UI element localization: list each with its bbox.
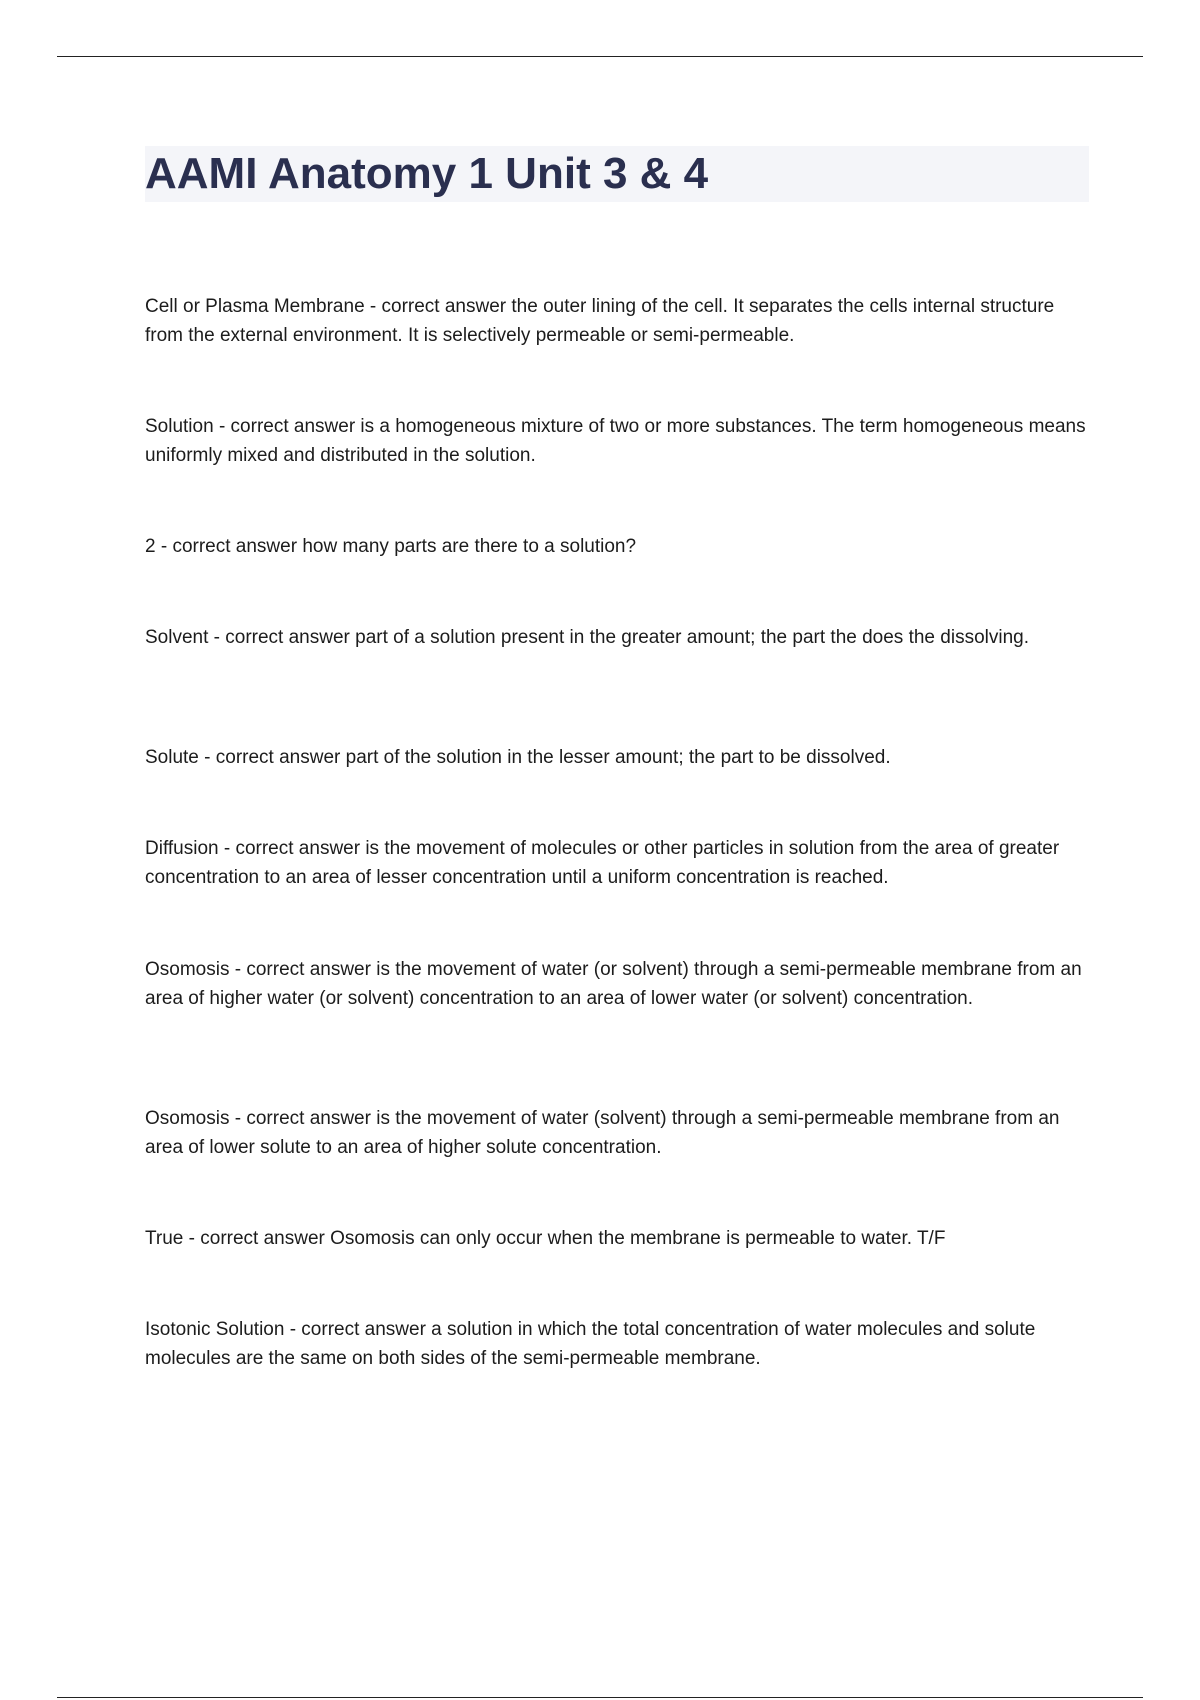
footer-divider <box>57 1697 1143 1698</box>
entry-osmosis-2: Osomosis - correct answer is the movement of water (solvent) through a semi-permeable membrane from an area of lower solute to an area of higher solute concentration. <box>145 1108 1060 1158</box>
entry-solvent: Solvent - correct answer part of a solution present in the greater amount; the part the does the dissolving. <box>145 627 1029 648</box>
entry-diffusion: Diffusion - correct answer is the movement of molecules or other particles in solution from the area of greater concentration to an area of lesser concentration until a uniform concentration is reached. <box>145 838 1060 888</box>
header-divider <box>57 56 1143 57</box>
entry-solution-parts: 2 - correct answer how many parts are there to a solution? <box>145 536 637 557</box>
entry-cell-membrane: Cell or Plasma Membrane - correct answer the outer lining of the cell. It separates the cells internal structure from the external environment. It is selectively permeable or semi-permeable. <box>145 296 1055 346</box>
page-title: AAMI Anatomy 1 Unit 3 & 4 <box>145 149 709 198</box>
entry-true-false: True - correct answer Osomosis can only occur when the membrane is permeable to water. T/F <box>145 1228 946 1249</box>
entry-isotonic-solution: Isotonic Solution - correct answer a solution in which the total concentration of water molecules and solute molecules are the same on both sides of the semi-permeable membrane. <box>145 1319 1036 1369</box>
entry-solute: Solute - correct answer part of the solution in the lesser amount; the part to be dissolved. <box>145 747 891 768</box>
entry-osmosis-1: Osomosis - correct answer is the movement of water (or solvent) through a semi-permeable membrane from an area of higher water (or solvent) concentration to an area of lower water (or solvent) concentration. <box>145 959 1082 1009</box>
entry-solution: Solution - correct answer is a homogeneous mixture of two or more substances. The term homogeneous means uniformly mixed and distributed in the solution. <box>145 416 1086 466</box>
